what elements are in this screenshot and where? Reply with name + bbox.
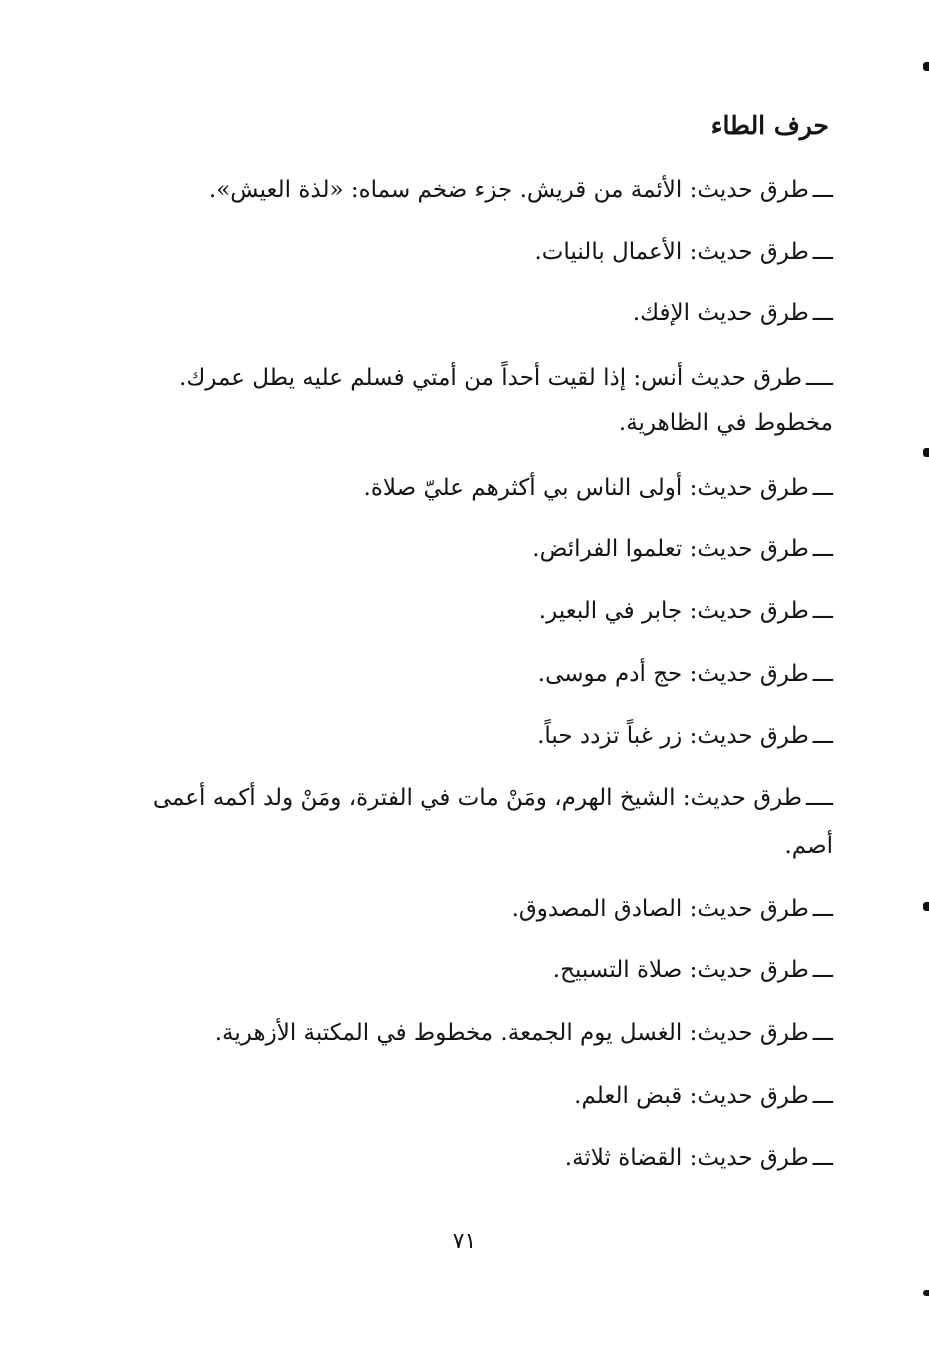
section-heading: حرف الطاء [710,111,829,140]
entry-text: طرق حديث: الأعمال بالنيات. [534,239,809,265]
entry-text: طرق حديث: الغسل يوم الجمعة. مخطوط في المكتبة الأزهرية. [214,1020,809,1046]
entry-dash: ـــ [812,1145,833,1171]
entry-dash: ـــ [812,957,833,983]
entry-dash: ـــ [812,1020,833,1046]
list-item [538,656,833,692]
binding-hole-mark [923,448,929,457]
entry-text: طرق حديث: صلاة التسبيح. [552,957,809,983]
entry-text: طرق حديث: حج أدم موسى. [537,661,809,687]
list-item [209,172,833,208]
entry-text: طرق حديث: زر غباً تزدد حباً. [537,723,809,749]
entry-text: طرق حديث الإفك. [632,300,809,326]
list-item [153,780,833,816]
entry-dash: ـــ [812,536,833,562]
list-item [534,234,833,270]
list-item [537,718,833,754]
entry-dash: ـــ [812,177,833,203]
entry-text: طرق حديث: الشيخ الهرم، ومَنْ مات في الفترة، ومَنْ ولد أكمه أعمى [152,785,803,811]
list-item [215,1015,833,1051]
entry-dash: ـــ [812,723,833,749]
page-number: ٧١ [452,1229,477,1254]
entry-dash: ـــ [812,475,833,501]
entry-text: طرق حديث أنس: إذا لقيت أحداً من أمتي فسلم عليه يطل عمرك. [179,365,803,391]
entry-dash: ــــ [806,785,833,811]
entry-dash: ـــ [812,661,833,687]
entry-text: طرق حديث: القضاة ثلاثة. [564,1145,809,1171]
list-item [553,952,833,988]
list-item [539,593,833,629]
list-item [574,1078,833,1114]
list-item [364,470,833,506]
list-item [512,891,833,927]
list-item [179,360,833,396]
binding-hole-mark [923,62,929,71]
binding-hole-mark [923,1290,929,1296]
entry-dash: ـــ [812,300,833,326]
entry-text: طرق حديث: جابر في البعير. [538,598,809,624]
entry-dash: ـــ [812,1083,833,1109]
list-item [633,295,833,331]
list-item [532,531,833,567]
entry-text: طرق حديث: تعلموا الفرائض. [532,536,809,562]
entry-text: طرق حديث: الصادق المصدوق. [511,896,809,922]
entry-dash: ـــ [812,598,833,624]
entry-continuation: أصم. [784,833,833,859]
entry-continuation: مخطوط في الظاهرية. [618,410,833,436]
entry-text: طرق حديث: أولى الناس بي أكثرهم عليّ صلاة. [363,475,809,501]
binding-hole-mark [923,902,929,911]
entry-text: طرق حديث: الأئمة من قريش. جزء ضخم سماه: «لذة العيش». [208,177,809,203]
entry-text: طرق حديث: قبض العلم. [574,1083,809,1109]
entry-dash: ـــ [812,239,833,265]
list-item [565,1140,833,1176]
entry-dash: ـــ [812,896,833,922]
entry-dash: ــــ [806,365,833,391]
